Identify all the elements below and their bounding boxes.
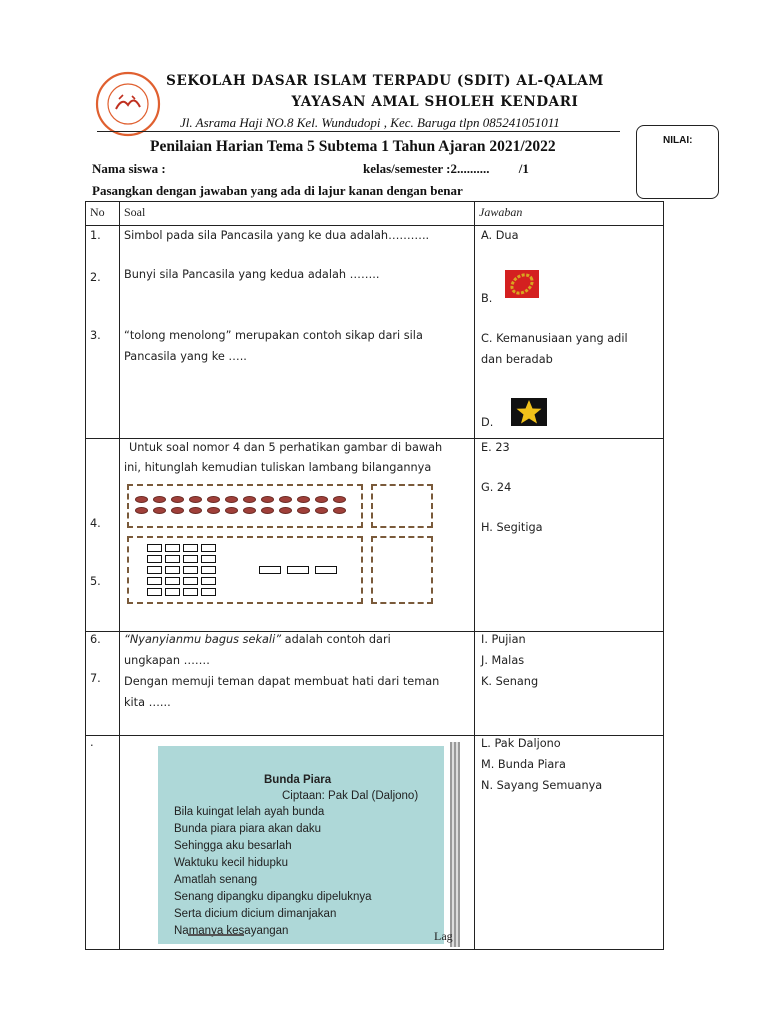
song-line-5: Amatlah senang [174, 874, 258, 886]
grid-rectangle [165, 588, 180, 596]
bead [207, 496, 220, 503]
grid-rectangle [201, 566, 216, 574]
number-1: 1. [90, 229, 101, 242]
song-caption: Lag [434, 929, 453, 943]
loose-rectangle [315, 566, 337, 574]
bead [297, 496, 310, 503]
song-line-4: Waktuku kecil hidupku [174, 857, 288, 869]
bead [153, 496, 166, 503]
question-3-line2: Pancasila yang ke ….. [124, 350, 247, 363]
rectangle-answer-box [371, 536, 433, 604]
table-row [86, 226, 664, 439]
song-line-2: Bunda piara piara akan daku [174, 823, 322, 835]
answer-h: H. Segitiga [481, 521, 543, 534]
question-7-line2: kita …... [124, 696, 171, 709]
question-2: Bunyi sila Pancasila yang kedua adalah …….. [124, 268, 380, 281]
grid-rectangle [165, 566, 180, 574]
row3-numbers [86, 632, 120, 736]
loose-rectangle [259, 566, 281, 574]
grid-rectangle [165, 555, 180, 563]
question-3-line1: “tolong menolong” merupakan contoh sikap dari sila [124, 329, 423, 342]
header-soal: Soal [120, 202, 475, 226]
row2-numbers [86, 439, 120, 632]
row2-answers [475, 439, 664, 632]
number-5: 5. [90, 575, 101, 588]
song-line-1: Bila kuingat lelah ayah bunda [174, 806, 325, 818]
answer-m: M. Bunda Piara [481, 758, 566, 771]
bead [189, 507, 202, 514]
school-address: Jl. Asrama Haji NO.8 Kel. Wundudopi , Kec. Baruga tlpn 085241051011 [180, 115, 560, 130]
row4-answers [475, 736, 664, 950]
question-6-line2: ungkapan ……. [124, 654, 210, 667]
bead [261, 507, 274, 514]
score-box [636, 125, 719, 199]
bead [171, 507, 184, 514]
answer-a: A. Dua [481, 229, 519, 242]
grid-rectangle [165, 577, 180, 585]
bead [279, 507, 292, 514]
instruction-text: Pasangkan dengan jawaban yang ada di lajur kanan dengan benar [92, 183, 463, 198]
answer-e: E. 23 [481, 441, 510, 454]
star-icon [511, 398, 547, 426]
row4-number [86, 736, 120, 950]
question-4-5-line1: Untuk soal nomor 4 dan 5 perhatikan gambar di bawah [129, 441, 443, 454]
grid-rectangle [183, 588, 198, 596]
answer-g: G. 24 [481, 481, 512, 494]
bead-group-box [127, 484, 363, 528]
grid-rectangle [201, 544, 216, 552]
answer-c-line2: dan beradab [481, 353, 553, 366]
answer-d: D. [481, 416, 494, 429]
question-table [85, 201, 664, 950]
song-title: Bunda Piara [264, 774, 332, 786]
song-line-8: Namanya kesayangan [174, 925, 289, 937]
bead [207, 507, 220, 514]
exam-title: Penilaian Harian Tema 5 Subtema 1 Tahun Ajaran 2021/2022 [150, 138, 556, 155]
bead [315, 507, 328, 514]
bead [297, 507, 310, 514]
grid-rectangle [183, 566, 198, 574]
grid-rectangle [147, 577, 162, 585]
grid-rectangle [147, 555, 162, 563]
row3-answers [475, 632, 664, 736]
number-6: 6. [90, 633, 101, 646]
answer-j: J. Malas [481, 654, 525, 667]
grid-rectangle [183, 577, 198, 585]
bead [261, 496, 274, 503]
answer-n: N. Sayang Semuanya [481, 779, 603, 792]
grid-rectangle [183, 555, 198, 563]
song-card [158, 746, 444, 944]
answer-b: B. [481, 292, 493, 305]
song-line-7: Serta dicium dicium dimanjakan [174, 908, 337, 920]
answer-l: L. Pak Daljono [481, 737, 561, 750]
song-line-6: Senang dipangku dipangku dipeluknya [174, 891, 372, 903]
bead [153, 507, 166, 514]
bead [333, 507, 346, 514]
class-semester-label: kelas/semester :2.......... /1 [363, 161, 529, 176]
table-row [86, 736, 664, 950]
grid-rectangle [165, 544, 180, 552]
question-7-line1: Dengan memuji teman dapat membuat hati dari teman [124, 675, 440, 688]
question-6-line1: “Nyanyianmu bagus sekali” adalah contoh dari [124, 633, 391, 646]
bead [171, 496, 184, 503]
bead [279, 496, 292, 503]
table-header-row [86, 202, 664, 226]
grid-rectangle [201, 577, 216, 585]
decorative-pole [450, 742, 460, 947]
student-name-label: Nama siswa : [92, 161, 166, 176]
answer-c-line1: C. Kemanusiaan yang adil [481, 332, 628, 345]
bead [333, 496, 346, 503]
grid-rectangle [201, 588, 216, 596]
loose-rectangle [287, 566, 309, 574]
song-line-3: Sehingga aku besarlah [174, 840, 292, 852]
bead [243, 496, 256, 503]
chain-icon [505, 270, 539, 298]
bead-answer-box [371, 484, 433, 528]
number-8: . [90, 736, 94, 749]
row4-song [120, 736, 475, 950]
score-label: NILAI: [663, 135, 693, 146]
table-row [86, 439, 664, 632]
row3-questions [120, 632, 475, 736]
grid-rectangle [183, 544, 198, 552]
bead [225, 496, 238, 503]
row1-questions [120, 226, 475, 439]
table-row [86, 632, 664, 736]
number-4: 4. [90, 517, 101, 530]
number-7: 7. [90, 672, 101, 685]
number-2: 2. [90, 271, 101, 284]
header-no: No [86, 202, 120, 226]
school-title: SEKOLAH DASAR ISLAM TERPADU (SDIT) AL-QALAM [166, 73, 604, 89]
bead [135, 496, 148, 503]
header-divider [97, 131, 620, 132]
header-jawaban: Jawaban [475, 202, 664, 226]
staff-mark [188, 934, 244, 944]
bead [315, 496, 328, 503]
bead [225, 507, 238, 514]
bead [243, 507, 256, 514]
song-author: Ciptaan: Pak Dal (Daljono) [282, 790, 419, 802]
row1-numbers [86, 226, 120, 439]
row2-question [120, 439, 475, 632]
number-3: 3. [90, 329, 101, 342]
question-1: Simbol pada sila Pancasila yang ke dua adalah……….. [124, 229, 430, 242]
grid-rectangle [147, 588, 162, 596]
grid-rectangle [147, 544, 162, 552]
rectangle-group-box [127, 536, 363, 604]
question-4-5-line2: ini, hitunglah kemudian tuliskan lambang bilangannya [124, 461, 432, 474]
grid-rectangle [201, 555, 216, 563]
grid-rectangle [147, 566, 162, 574]
bead [189, 496, 202, 503]
answer-k: K. Senang [481, 675, 539, 688]
bead [135, 507, 148, 514]
school-foundation: YAYASAN AMAL SHOLEH KENDARI [291, 94, 579, 110]
row1-answers [475, 226, 664, 439]
answer-i: I. Pujian [481, 633, 526, 646]
